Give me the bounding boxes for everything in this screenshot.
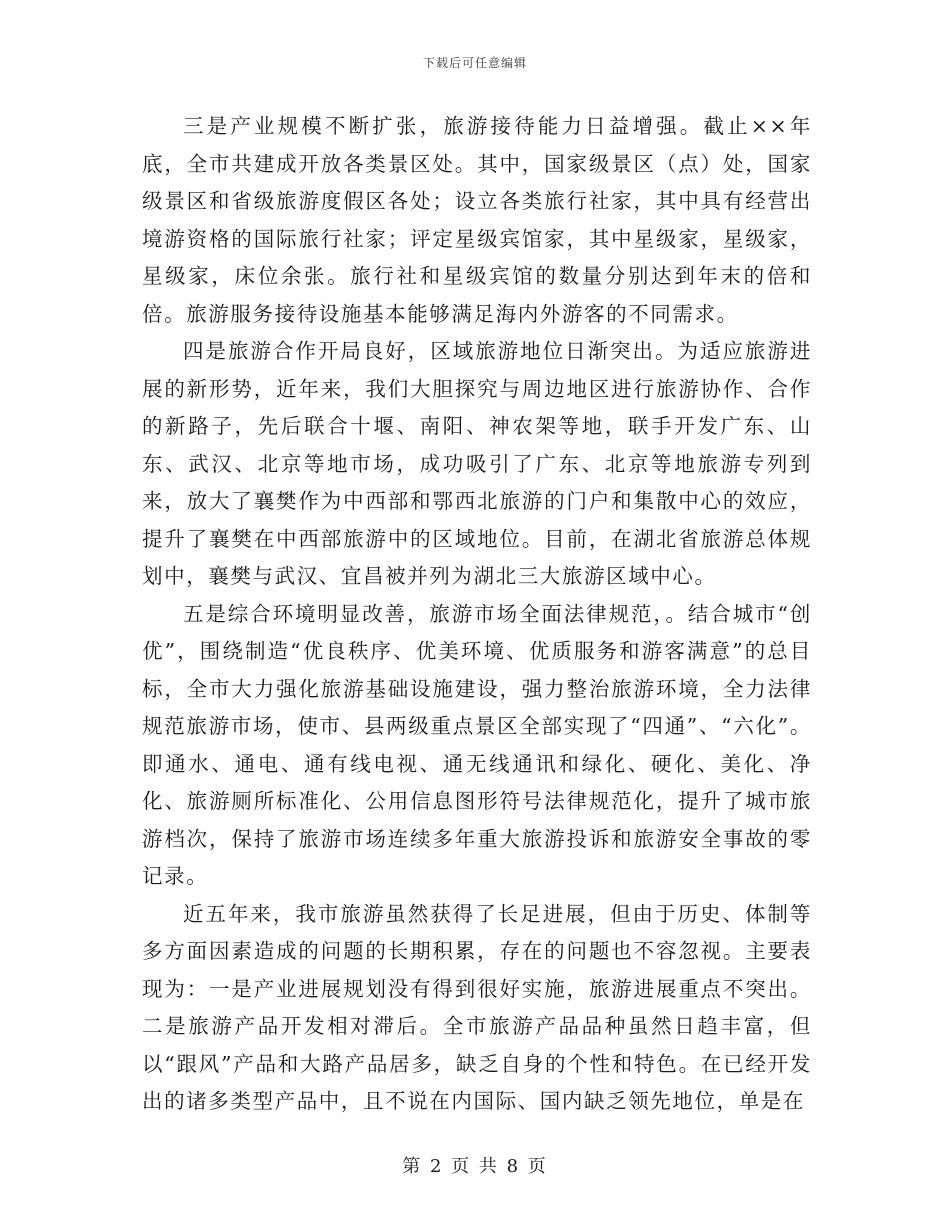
- document-body: [142, 108, 812, 1121]
- paragraph-environment-improvement: 五是综合环境明显改善，旅游市场全面法律规范，。结合城市“创优”，围绕制造“优良秩序、优美环境、优质服务和游客满意”的总目标，全市大力强化旅游基础设施建设，强力整治旅游环境，全力法律规范旅游市场，使市、县两级重点景区全部实现了“四通”、“六化”。即通水、通电、通有线电视、通无线通讯和绿化、硬化、美化、净化、旅游厕所标准化、公用信息图形符号法律规范化，提升了城市旅游档次，保持了旅游市场连续多年重大旅游投诉和旅游安全事故的零记录。: [142, 601, 812, 888]
- header-note: 下载后可任意编辑: [422, 56, 527, 70]
- paragraph-industry-scale: 三是产业规模不断扩张，旅游接待能力日益增强。截止××年底，全市共建成开放各类景区处。其中，国家级景区（点）处，国家级景区和省级旅游度假区各处；设立各类旅行社家，其中具有经营出境游资格的国际旅行社家；评定星级宾馆家，其中星级家，星级家，星级家，床位余张。旅行社和星级宾馆的数量分别达到年末的倍和倍。旅游服务接待设施基本能够满足海内外游客的不同需求。: [142, 114, 812, 326]
- page-number: 第 2 页 共 8 页: [402, 1156, 548, 1177]
- paragraph-existing-problems: 近五年来，我市旅游虽然获得了长足进展，但由于历史、体制等多方面因素造成的问题的长期积累，存在的问题也不容忽视。主要表现为：一是产业进展规划没有得到很好实施，旅游进展重点不突出。二是旅游产品开发相对滞后。全市旅游产品品种虽然日趋丰富，但以“跟风”产品和大路产品居多，缺乏自身的个性和特色。在已经开发出的诸多类型产品中，且不说在内国际、国内缺乏领先地位，单是在: [142, 901, 812, 1113]
- paragraph-tourism-cooperation: 四是旅游合作开局良好，区域旅游地位日渐突出。为适应旅游进展的新形势，近年来，我们大胆探究与周边地区进行旅游协作、合作的新路子，先后联合十堰、南阳、神农架等地，联手开发广东、山东、武汉、北京等地市场，成功吸引了广东、北京等地旅游专列到来，放大了襄樊作为中西部和鄂西北旅游的门户和集散中心的效应，提升了襄樊在中西部旅游中的区域地位。目前，在湖北省旅游总体规划中，襄樊与武汉、宜昌被并列为湖北三大旅游区域中心。: [142, 339, 812, 588]
